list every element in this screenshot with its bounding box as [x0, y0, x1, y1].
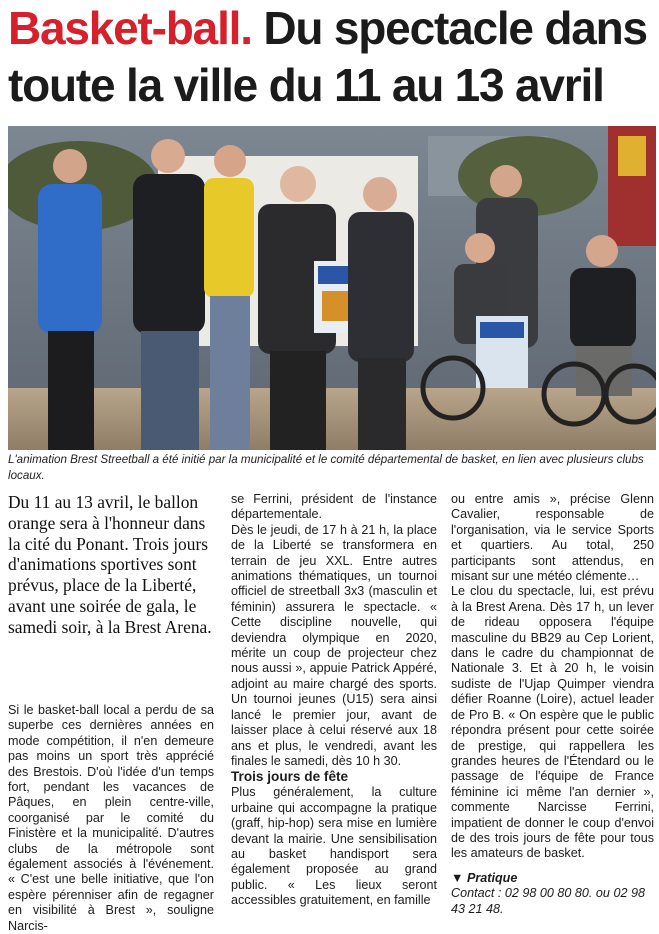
article-column-1: [8, 703, 214, 934]
article-column-3: [451, 492, 654, 917]
column-3-paragraph-1: ou entre amis », précise Glenn Cavalier, responsable de l'organisation, via le service Sports et quartiers. Au total, 250 participants sont attendus, en misant sur une météo clémente…: [451, 492, 654, 584]
practical-title: ▼ Pratique: [451, 870, 518, 885]
column-3-paragraph-2: Le clou du spectacle, lui, est prévu à la Brest Arena. Dès 17 h, un lever de rideau opposera l'équipe masculine du BB29 au Cep Lorient, dans le cadre du championnat de Nationale 3. Et à 20 h, le voisin sudiste de l'Ujap Quimper viendra défier Roanne (Loire), actuel leader de Pro B. « On espère que le public répondra présent pour cette soirée de prestige, qui rappellera les grandes heures de l'Étendard ou le passage de l'équipe de France féminine ici même l'an dernier », commente Narcisse Ferrini, impatient de donner le coup d'envoi de des trois jours de fête pour tous les amateurs de basket.: [451, 584, 654, 861]
column-2-paragraph-3: Plus généralement, la culture urbaine qui accompagne la pratique (graff, hip-hop) sera mise en lumière devant la mairie. Une sensibilisation au basket handisport sera également proposée au grand public. « Les lieux seront accessibles gratuitement, en famille: [231, 785, 437, 908]
column-2-paragraph-1: se Ferrini, président de l'instance départementale.: [231, 492, 437, 522]
headline-kicker: Basket-ball.: [8, 2, 252, 54]
article-photo: [8, 126, 656, 450]
headline-title: Du spectacle dans toute la ville du 11 au 13 avril: [8, 2, 647, 111]
section-subhead: Trois jours de fête: [231, 769, 349, 785]
practical-contact: Contact : 02 98 00 80 80. ou 02 98 43 21 48.: [451, 886, 645, 916]
practical-info-box: [451, 871, 654, 917]
headline: [8, 0, 656, 114]
article-column-2: [231, 492, 437, 909]
lede-paragraph: Du 11 au 13 avril, le ballon orange sera à l'honneur dans la cité du Ponant. Trois jours d'animations sportives sont prévus, place de la Liberté, avant une soirée de gala, le samedi soir, à la Brest Arena.: [8, 492, 212, 637]
column-1-text: Si le basket-ball local a perdu de sa superbe ces dernières années en mode compétition, il n'en demeure pas moins un sport très apprécié des Brestois. D'où l'idée d'un temps fort, pendant les vacances de Pâques, en plein centre-ville, coorganisé par le comité du Finistère et la municipalité. D'autres clubs de la métropole sont également associés à l'événement. « C'est une belle initiative, que l'on espère pérenniser afin de regagner en visibilité à Brest », souligne Narcis-: [8, 703, 214, 933]
column-2-paragraph-2: Dès le jeudi, de 17 h à 21 h, la place de la Liberté se transformera en terrain de jeu XXL. Entre autres animations thématiques, un tournoi officiel de streetball 3x3 (masculin et féminin) assurera le spectacle. « Cette discipline nouvelle, qui deviendra olympique en 2020, mérite un coup de projecteur chez nous aussi », appuie Patrick Appéré, adjoint au maire chargé des sports. Un tournoi jeunes (U15) sera ainsi lancé le premier jour, avant de laisser place à celui réservé aux 18 ans et plus, le vendredi, avant les finales le samedi, dès 10 h 30.: [231, 522, 437, 768]
photo-caption: L'animation Brest Streetball a été initié par la municipalité et le comité départemental de basket, en lien avec plusieurs clubs locaux.: [8, 453, 644, 482]
